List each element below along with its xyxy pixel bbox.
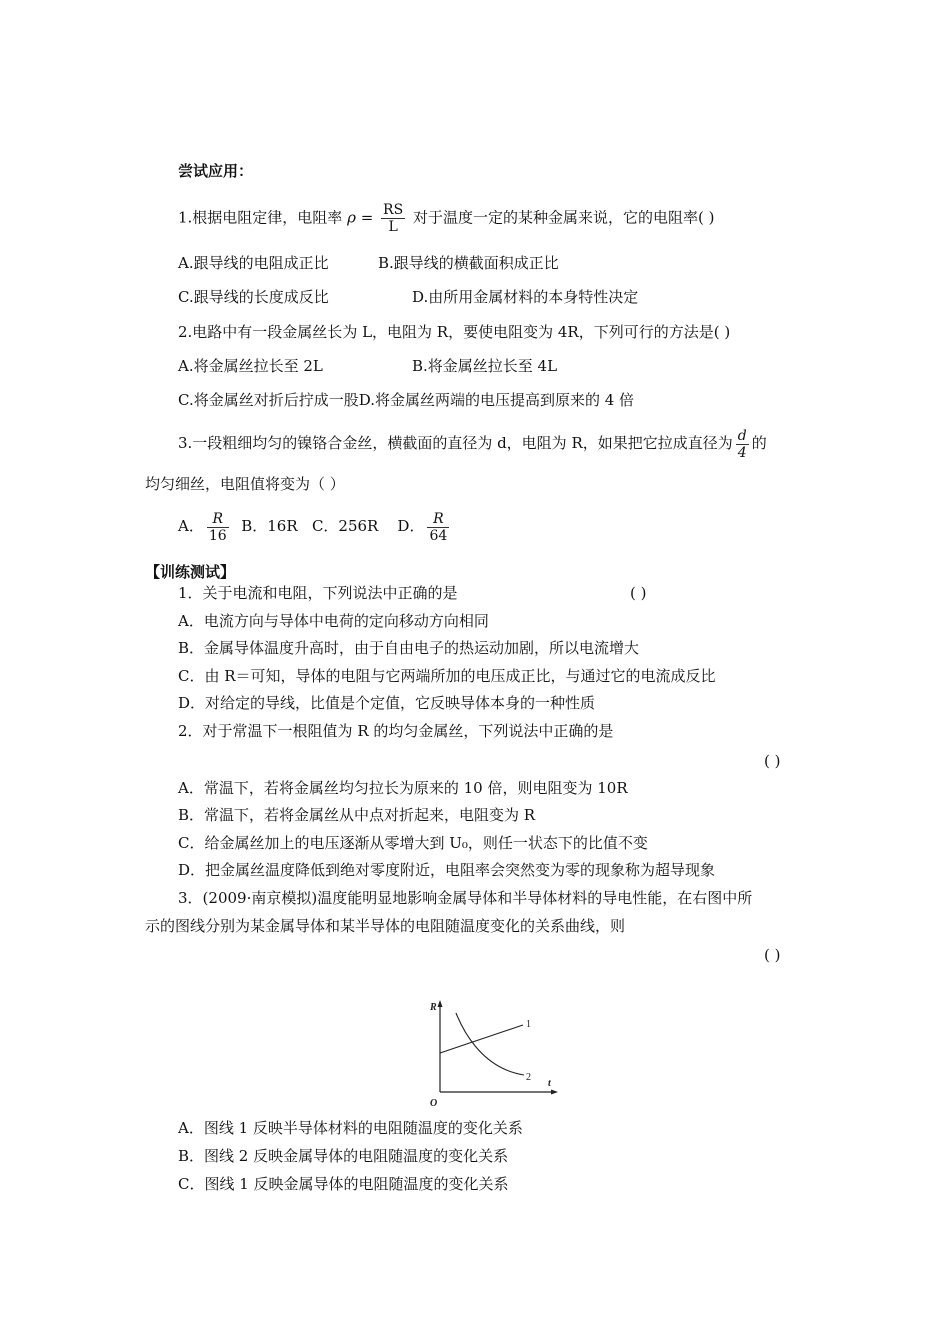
t3-stem-line2: 示的图线分别为某金属导体和某半导体的电阻随温度变化的关系曲线，则 [145, 917, 626, 935]
q3-stem-pre: 3.一段粗细均匀的镍铬合金丝，横截面的直径为 d，电阻为 R，如果把它拉成直径为 [178, 434, 733, 452]
q1-option-a: A.跟导线的电阻成正比 [178, 254, 329, 272]
resistance-temperature-graph [420, 996, 560, 1108]
t1-answer-paren: ( ) [630, 584, 647, 602]
q3-fraction-numerator: d [737, 427, 747, 444]
t1-option-d: D．对给定的导线，比值是个定值，它反映导体本身的一种性质 [178, 694, 596, 712]
t3-option-c: C．图线 1 反映金属导体的电阻随温度的变化关系 [178, 1175, 509, 1193]
q1-fraction-numerator: RS [383, 202, 404, 218]
section-title-training: 【训练测试】 [145, 563, 236, 581]
q3-option-a-denominator: 16 [208, 527, 227, 544]
q2-option-b: B.将金属丝拉长至 4L [412, 357, 558, 375]
x-axis-arrow [551, 1090, 558, 1095]
t3-option-b: B．图线 2 反映金属导体的电阻随温度的变化关系 [178, 1147, 509, 1165]
t3-answer-paren: ( ) [764, 946, 781, 964]
q3-option-a-label: A． [178, 517, 204, 535]
q1-fraction-denominator: L [388, 219, 398, 235]
q3-option-b: B．16R [241, 517, 298, 535]
t2-answer-paren: ( ) [764, 752, 781, 770]
curve-2-label: 2 [526, 1072, 531, 1083]
q2-option-cd: C.将金属丝对折后拧成一股D.将金属丝两端的电压提高到原来的 4 倍 [178, 391, 635, 409]
q3-fraction-denominator: 4 [737, 444, 747, 461]
q3-option-d-numerator: R [427, 511, 449, 528]
curve-1-line [440, 1025, 523, 1053]
q3-fraction [736, 428, 749, 461]
q1-stem-post: 对于温度一定的某种金属来说，它的电阻率( ) [412, 208, 715, 227]
t3-stem-line1: 3．(2009·南京模拟)温度能明显地影响金属导体和半导体材料的导电性能，在右图中所 [178, 889, 753, 907]
q3-option-c: C．256R [311, 517, 379, 535]
q3-option-d-fraction [427, 511, 449, 544]
q3-option-a-numerator: R [207, 511, 229, 528]
origin-label: O [430, 1098, 438, 1108]
x-axis-label: t [548, 1078, 551, 1089]
t2-option-c: C．给金属丝加上的电压逐渐从零增大到 U₀，则任一状态下的比值不变 [178, 834, 648, 852]
t3-option-a: A．图线 1 反映半导体材料的电阻随温度的变化关系 [178, 1119, 523, 1137]
curve-1-label: 1 [526, 1019, 531, 1030]
q3-stem [178, 425, 767, 461]
q3-stem-post: 的 [751, 434, 767, 452]
q3-option-a-fraction [207, 511, 229, 544]
q1-option-b: B.跟导线的横截面积成正比 [378, 254, 559, 272]
q1-stem-pre: 1.根据电阻定律，电阻率 [178, 208, 343, 227]
t2-option-b: B．常温下，若将金属丝从中点对折起来，电阻变为 R [178, 806, 536, 824]
q2-stem: 2.电路中有一段金属丝长为 L，电阻为 R，要使电阻变为 4R，下列可行的方法是( ) [178, 323, 731, 341]
y-axis-arrow [438, 1000, 443, 1007]
q3-stem-line2: 均匀细丝，电阻值将变为（ ） [145, 475, 345, 493]
q1-option-c: C.跟导线的长度成反比 [178, 288, 329, 306]
q1-fraction [381, 202, 405, 235]
t2-option-a: A．常温下，若将金属丝均匀拉长为原来的 10 倍，则电阻变为 10R [178, 779, 628, 797]
t1-option-b: B．金属导体温度升高时，由于自由电子的热运动加剧，所以电流增大 [178, 639, 640, 657]
q3-options [178, 506, 452, 546]
q1-option-d: D.由所用金属材料的本身特性决定 [412, 288, 639, 306]
t1-option-c: C．由 R＝可知，导体的电阻与它两端所加的电压成正比，与通过它的电流成反比 [178, 667, 716, 685]
t2-option-d: D．把金属丝温度降低到绝对零度附近，电阻率会突然变为零的现象称为超导现象 [178, 861, 716, 879]
q3-option-d-label: D． [397, 517, 425, 535]
q3-option-d-denominator: 64 [429, 527, 448, 544]
q1-stem [178, 202, 714, 235]
q2-option-a: A.将金属丝拉长至 2L [178, 357, 323, 375]
section-title-try: 尝试应用： [178, 162, 254, 180]
y-axis-label: R [430, 1002, 437, 1013]
q1-rho: ρ = [347, 208, 374, 227]
t1-option-a: A．电流方向与导体中电荷的定向移动方向相同 [178, 612, 489, 630]
t1-stem: 1．关于电流和电阻，下列说法中正确的是 [178, 584, 458, 602]
t2-stem: 2．对于常温下一根阻值为 R 的均匀金属丝，下列说法中正确的是 [178, 722, 614, 740]
